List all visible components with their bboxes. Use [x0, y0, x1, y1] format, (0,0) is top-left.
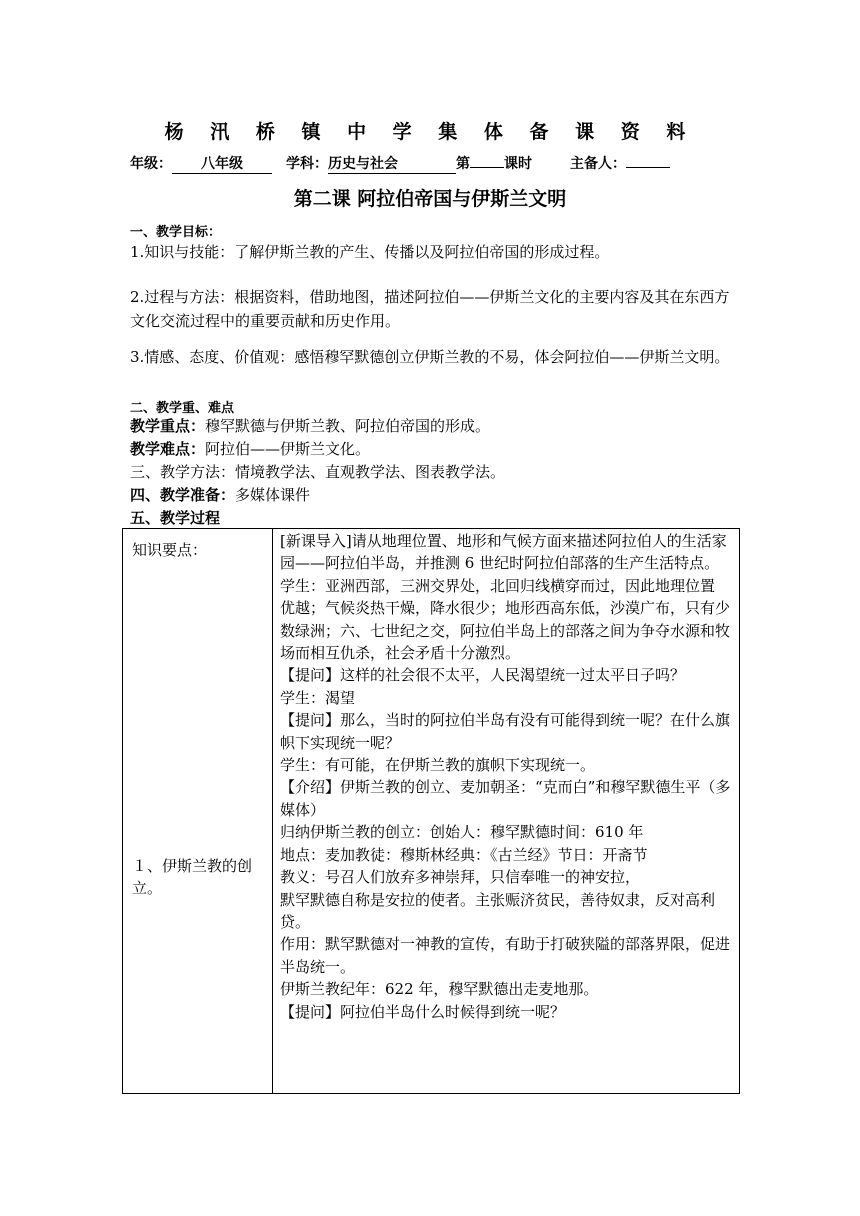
lesson-number-blank	[470, 167, 504, 168]
content-line: 【提问】这样的社会很不太平，人民渴望统一过太平日子吗？	[280, 666, 686, 685]
process-heading: 五、教学过程	[130, 509, 221, 527]
content-line: 默罕默德自称是安拉的使者。主张赈济贫民，善待奴隶，反对高利贷。	[280, 890, 716, 931]
teaching-preparation-text: 多媒体课件	[235, 486, 311, 504]
grade-value: 八年级	[172, 156, 272, 174]
teaching-difficulty-label: 教学难点：	[130, 440, 206, 458]
lesson-suffix: 课时	[504, 156, 532, 172]
teaching-methods	[130, 461, 505, 483]
objective-2: 2.过程与方法：根据资料，借助地图，描述阿拉伯——伊斯兰文化的主要内容及其在东西方文化交流过程中的重要贡献和历史作用。	[130, 288, 730, 330]
objective-1: 1.知识与技能：了解伊斯兰教的产生、传播以及阿拉伯帝国的形成过程。	[130, 243, 610, 261]
teaching-difficulty	[130, 438, 370, 460]
teaching-methods-label: 三、教学方法：	[130, 463, 236, 481]
content-line: 【提问】那么，当时的阿拉伯半岛有没有可能得到统一呢？在什么旗帜下实现统一呢？	[280, 711, 731, 752]
teaching-methods-text: 情境教学法、直观教学法、图表教学法。	[235, 463, 506, 481]
objective-3: 3.情感、态度、价值观：感悟穆罕默德创立伊斯兰教的不易，体会阿拉伯——伊斯兰文明。	[130, 348, 730, 366]
content-line: 作用：默罕默德对一神教的宣传，有助于打破狭隘的部落界限，促进半岛统一。	[280, 935, 731, 976]
grade-label: 年级：	[130, 156, 172, 172]
teaching-preparation	[130, 484, 310, 506]
table-column-divider	[272, 529, 273, 1093]
subject-label: 学科：	[286, 156, 328, 172]
teaching-focus	[130, 415, 490, 437]
school-title: 杨 汛 桥 镇 中 学 集 体 备 课 资 料	[164, 121, 696, 143]
preparer-value	[626, 167, 670, 168]
meta-line	[130, 153, 670, 174]
key-points-heading: 二、教学重、难点	[130, 401, 235, 416]
subject-value: 历史与社会	[328, 156, 456, 174]
teaching-focus-label: 教学重点：	[130, 417, 206, 435]
lesson-title: 第二课 阿拉伯帝国与伊斯兰文明	[293, 188, 567, 210]
content-line: 学生：渴望	[280, 688, 356, 707]
teaching-difficulty-text: 阿拉伯——伊斯兰文化。	[205, 440, 371, 458]
teaching-preparation-label: 四、教学准备：	[130, 486, 236, 504]
knowledge-points-header: 知识要点：	[132, 541, 208, 559]
lesson-prefix: 第	[456, 156, 470, 172]
process-table	[122, 528, 740, 1094]
topic-islam-founding: １、伊斯兰教的创立。	[132, 857, 253, 897]
content-line: 地点：麦加教徒：穆斯林经典：《古兰经》节日：开斋节	[280, 845, 648, 864]
content-line: 学生：亚洲西部，三洲交界处，北回归线横穿而过，因此地理位置	[280, 576, 716, 595]
content-line: [新课导入]请从地理位置、地形和气候方面来描述阿拉伯人的生活家园——阿拉伯半岛，并推测 6 世纪时阿拉伯部落的生产生活特点。	[280, 532, 727, 573]
preparer-label: 主备人：	[570, 156, 626, 172]
content-line: 【提问】阿拉伯半岛什么时候得到统一呢？	[280, 1002, 566, 1021]
teaching-focus-text: 穆罕默德与伊斯兰教、阿拉伯帝国的形成。	[205, 417, 491, 435]
content-line: 教义：号召人们放弃多神崇拜，只信奉唯一的神安拉，	[280, 868, 641, 887]
content-line: 【介绍】伊斯兰教的创立、麦加朝圣：“克而白”和穆罕默德生平（多媒体）	[280, 778, 731, 819]
process-content	[280, 530, 735, 1023]
content-line: 归纳伊斯兰教的创立：创始人：穆罕默德时间：610 年	[280, 823, 644, 842]
content-line: 优越；气候炎热干燥，降水很少；地形西高东低，沙漠广布，只有少数绿洲；六、七世纪之交，阿拉伯半岛上的部落之间为争夺水源和牧场而相互仇杀，社会矛盾十分激烈。	[280, 599, 731, 663]
content-line: 学生：有可能，在伊斯兰教的旗帜下实现统一。	[280, 756, 596, 775]
content-line: 伊斯兰教纪年：622 年，穆罕默德出走麦地那。	[280, 980, 599, 999]
objectives-heading: 一、教学目标：	[130, 225, 222, 240]
